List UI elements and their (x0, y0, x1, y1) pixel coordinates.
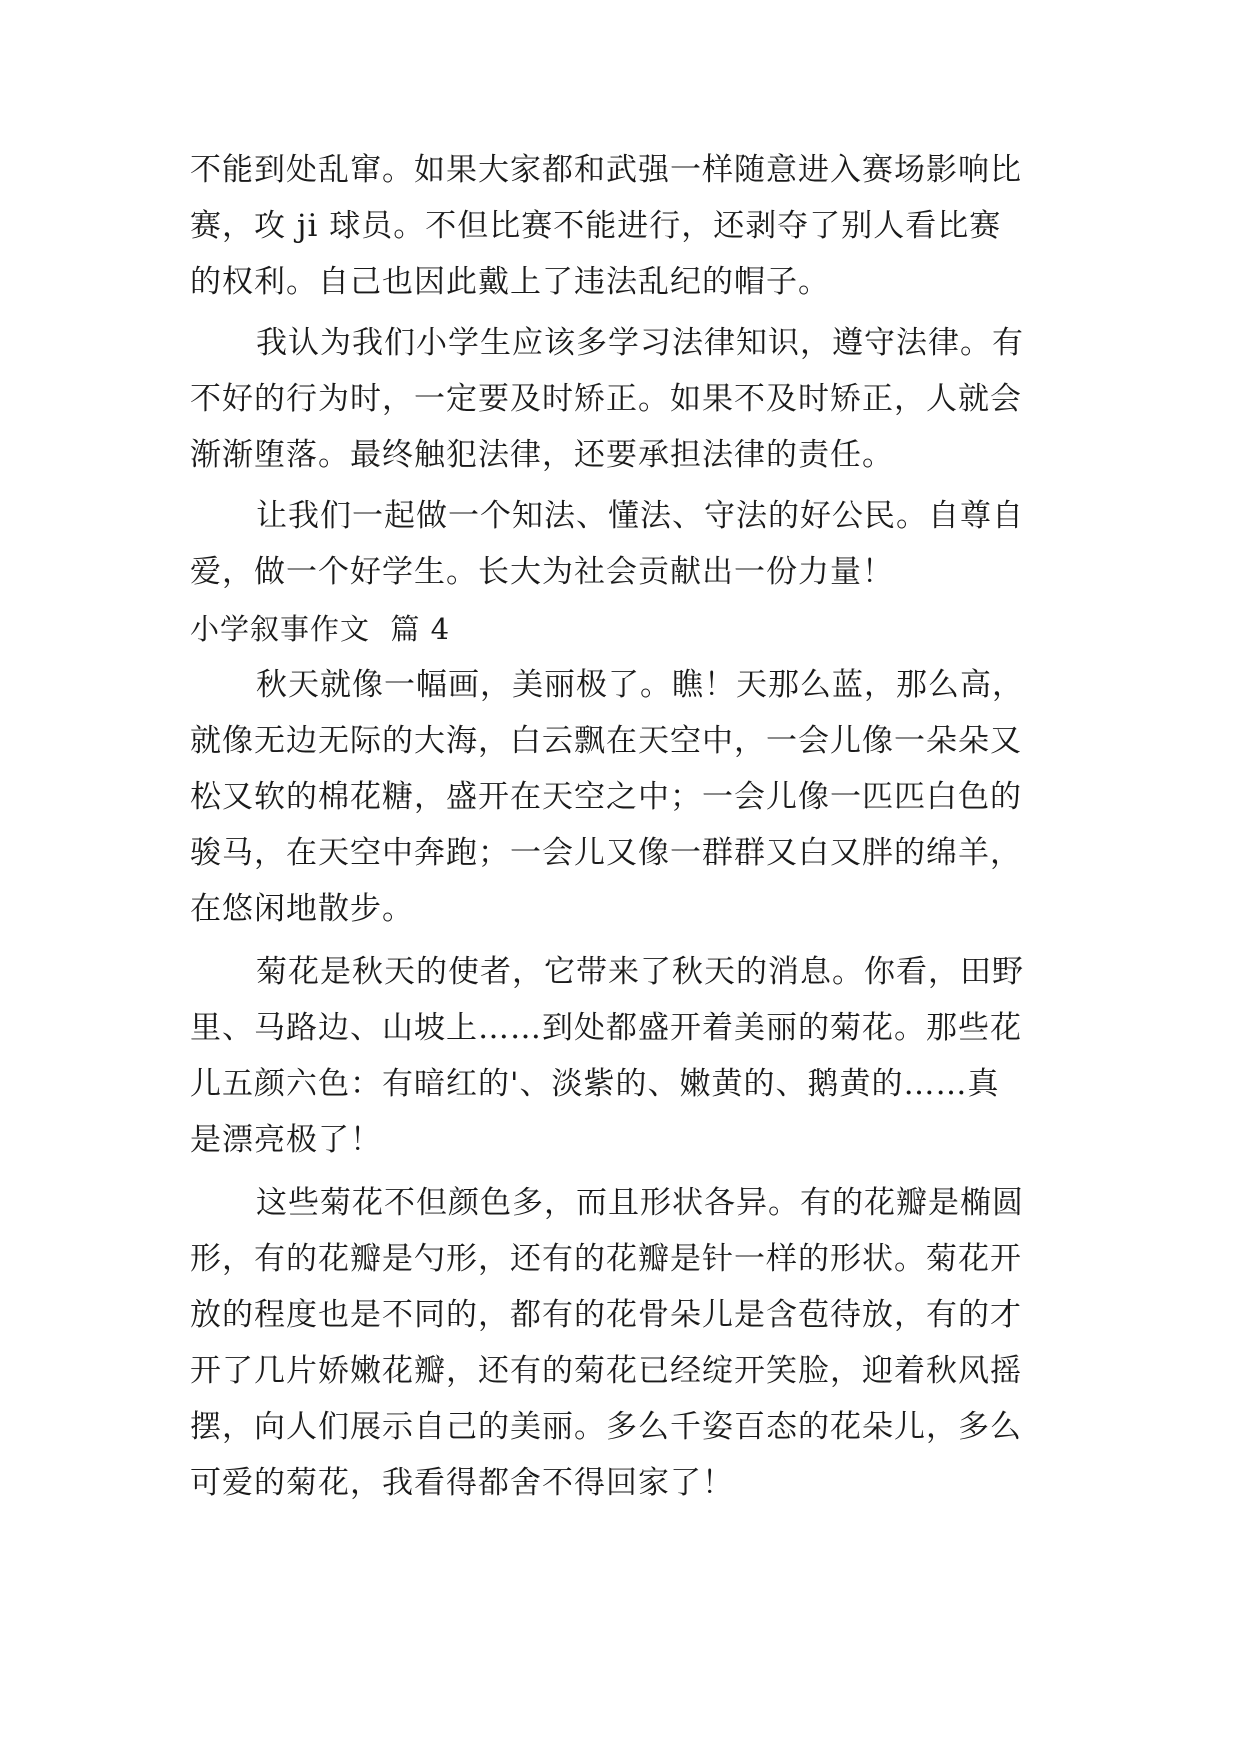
text-line: 开了几片娇嫩花瓣，还有的菊花已经绽开笑脸，迎着秋风摇 (190, 1353, 1022, 1389)
text-line: 赛，攻 ji 球员。不但比赛不能进行，还剥夺了别人看比赛 (190, 208, 1002, 244)
section-heading: 小学叙事作文 篇 4 (190, 612, 451, 646)
text-line: 在悠闲地散步。 (190, 891, 414, 927)
text-line: 儿五颜六色：有暗红的'、淡紫的、嫩黄的、鹅黄的……真 (190, 1066, 1000, 1102)
text-line: 里、马路边、山坡上……到处都盛开着美丽的菊花。那些花 (190, 1010, 1022, 1046)
text-line: 秋天就像一幅画，美丽极了。瞧！天那么蓝，那么高， (256, 667, 1024, 703)
text-line: 形，有的花瓣是勺形，还有的花瓣是针一样的形状。菊花开 (190, 1241, 1022, 1277)
text-line: 渐渐堕落。最终触犯法律，还要承担法律的责任。 (190, 437, 894, 473)
text-line: 是漂亮极了！ (190, 1122, 382, 1158)
text-line: 这些菊花不但颜色多，而且形状各异。有的花瓣是椭圆 (256, 1185, 1024, 1221)
text-line: 让我们一起做一个知法、懂法、守法的好公民。自尊自 (256, 498, 1024, 534)
text-line: 菊花是秋天的使者，它带来了秋天的消息。你看，田野 (256, 954, 1024, 990)
text-line: 的权利。自己也因此戴上了违法乱纪的帽子。 (190, 264, 830, 300)
text-line: 松又软的棉花糖，盛开在天空之中；一会儿像一匹匹白色的 (190, 779, 1022, 815)
text-line: 摆，向人们展示自己的美丽。多么千姿百态的花朵儿，多么 (190, 1409, 1022, 1445)
text-line: 就像无边无际的大海，白云飘在天空中，一会儿像一朵朵又 (190, 723, 1022, 759)
text-line: 爱，做一个好学生。长大为社会贡献出一份力量！ (190, 554, 894, 590)
text-line: 骏马，在天空中奔跑；一会儿又像一群群又白又胖的绵羊， (190, 835, 1022, 871)
text-line: 放的程度也是不同的，都有的花骨朵儿是含苞待放，有的才 (190, 1297, 1022, 1333)
text-line: 我认为我们小学生应该多学习法律知识，遵守法律。有 (256, 325, 1024, 361)
text-line: 不好的行为时，一定要及时矫正。如果不及时矫正，人就会 (190, 381, 1022, 417)
text-line: 可爱的菊花，我看得都舍不得回家了！ (190, 1465, 734, 1501)
text-line: 不能到处乱窜。如果大家都和武强一样随意进入赛场影响比 (190, 152, 1022, 188)
